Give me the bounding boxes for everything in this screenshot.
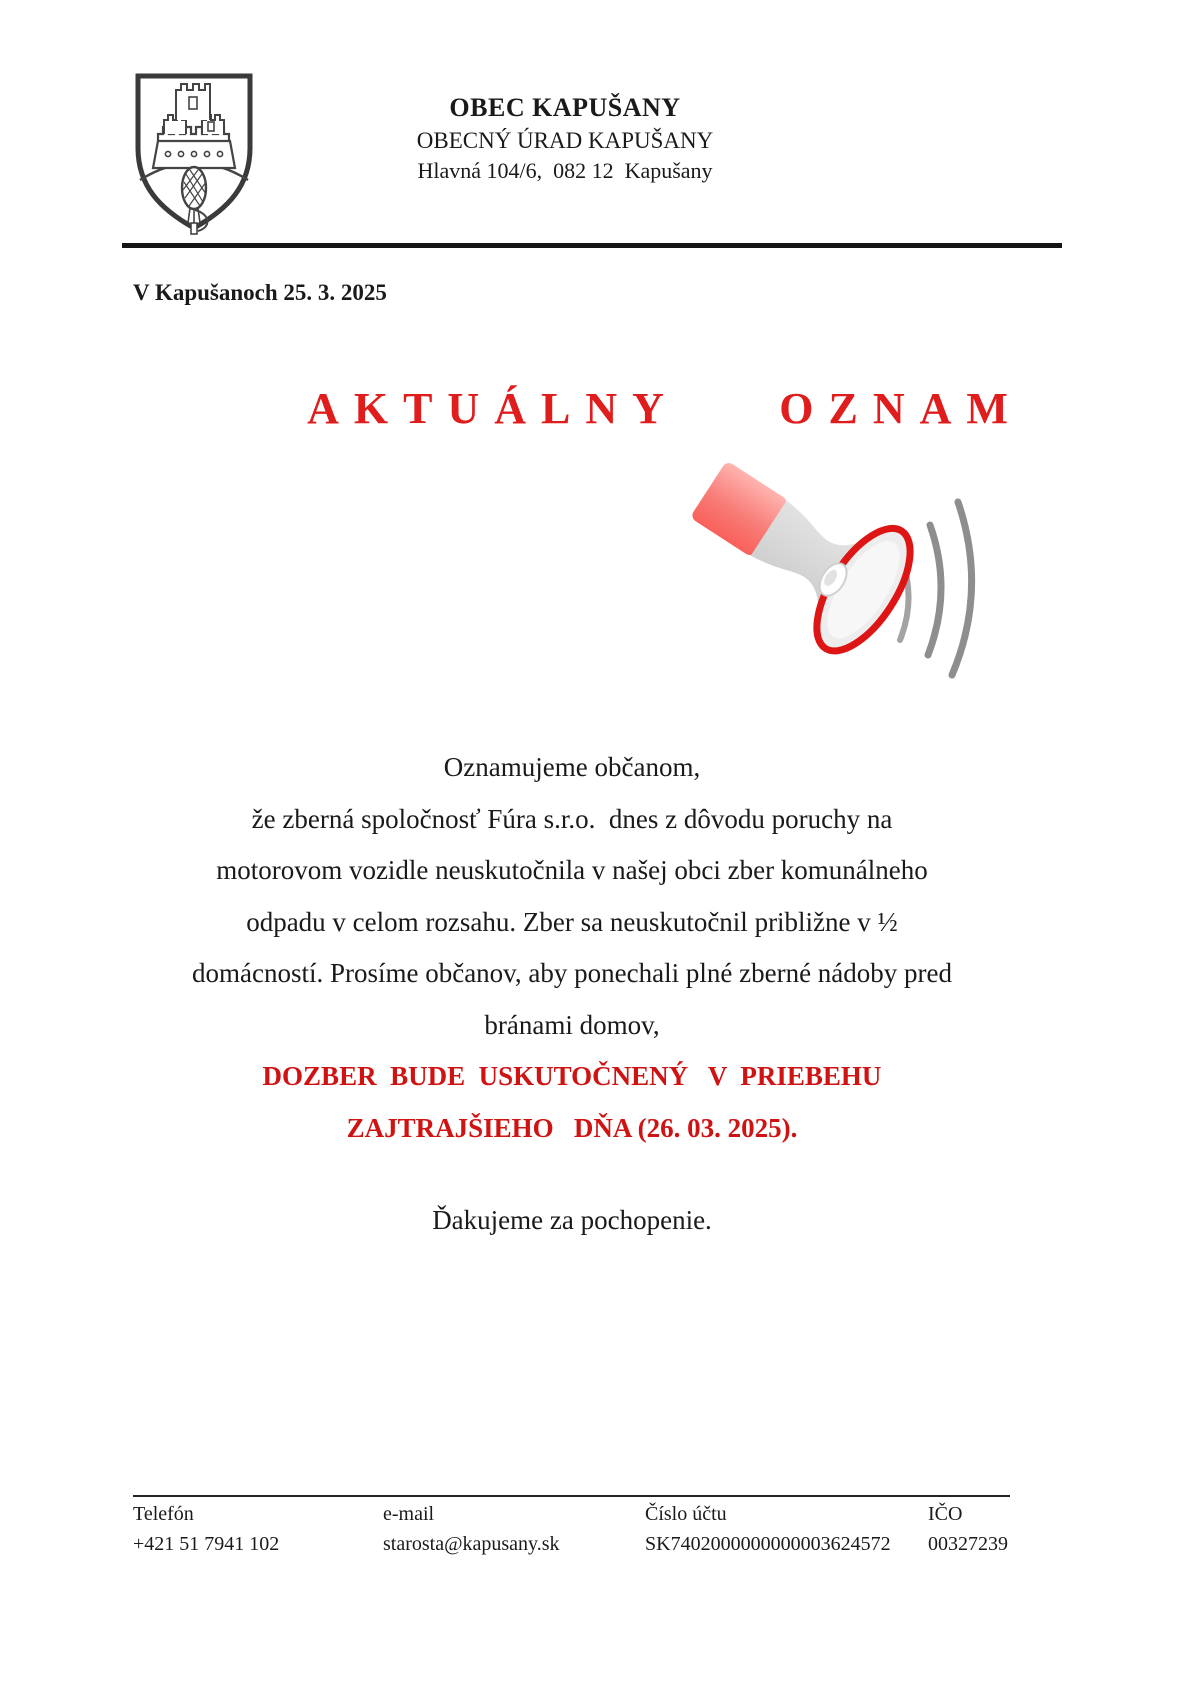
body-line: Oznamujeme občanom, [443,752,701,782]
footer-account-value: SK7402000000000003624572 [645,1533,891,1555]
megaphone-icon [690,440,1010,702]
footer-account-label: Číslo účtu [645,1503,727,1525]
highlight-line: ZAJTRAJŠIEHO DŇA (26. 03. 2025). [346,1112,798,1143]
footer-email-value: starosta@kapusany.sk [383,1533,560,1555]
body-line: odpadu v celom rozsahu. Zber sa neuskutočnil približne v ½ [246,906,898,937]
footer-account [645,1503,891,1556]
closing-line: Ďakujeme za pochopenie. [432,1205,712,1235]
office-name: OBECNÝ ÚRAD KAPUŠANY [416,127,714,153]
footer-divider [133,1495,1010,1497]
org-name: OBEC KAPUŠANY [449,93,681,122]
dateline: V Kapušanoch 25. 3. 2025 [133,280,387,305]
footer-ico-label: IČO [928,1503,963,1525]
footer-email [383,1503,560,1556]
footer-email-label: e-mail [383,1503,435,1525]
footer-phone [133,1503,279,1556]
body-line: domácností. Prosíme občanov, aby ponechali plné zberné nádoby pred [191,958,953,988]
footer-phone-value: +421 51 7941 102 [133,1533,280,1555]
footer-contact-table [0,1503,1200,1573]
announcement-title: AKTUÁLNY OZNAM [307,384,1023,433]
footer-ico-value: 00327239 [928,1533,1008,1555]
footer-ico [928,1503,1008,1556]
footer-phone-label: Telefón [133,1503,194,1525]
announcement-body [57,742,1087,1154]
body-line: bránami domov, [484,1009,660,1040]
letterhead [10,92,1120,185]
office-address: Hlavná 104/6, 082 12 Kapušany [417,158,713,184]
body-line: že zberná spoločnosť Fúra s.r.o. dnes z dôvodu poruchy na [251,803,893,834]
body-line: motorovom vozidle neuskutočnila v našej obci zber komunálneho [216,855,928,885]
highlight-line: DOZBER BUDE USKUTOČNENÝ V PRIEBEHU [262,1061,882,1091]
header-divider [122,243,1062,248]
